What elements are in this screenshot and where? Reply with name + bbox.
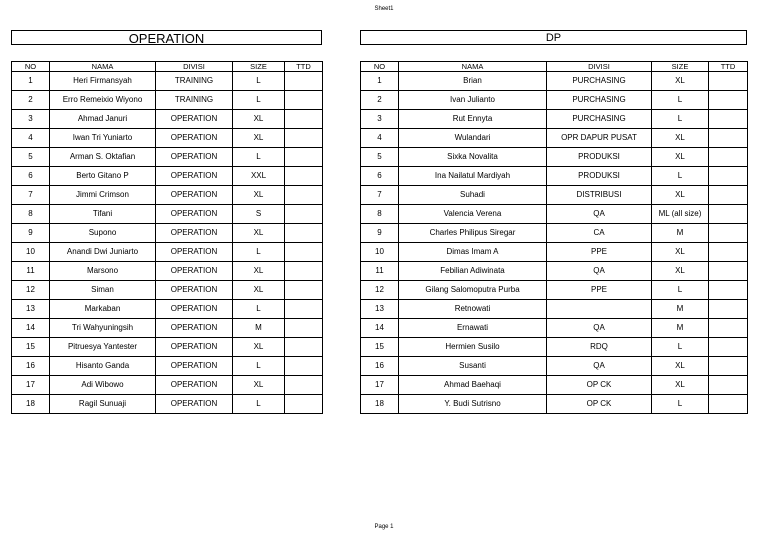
cell-nama: Y. Budi Sutrisno	[399, 395, 547, 414]
cell-nama: Markaban	[50, 300, 156, 319]
cell-nama: Gilang Salomoputra Purba	[399, 281, 547, 300]
cell-no: 14	[361, 319, 399, 338]
cell-size: L	[233, 91, 285, 110]
cell-nama: Siman	[50, 281, 156, 300]
cell-no: 3	[12, 110, 50, 129]
sheet-name: Sheet1	[374, 6, 394, 12]
cell-divisi: PRODUKSI	[547, 148, 652, 167]
cell-ttd	[709, 72, 748, 91]
cell-size: M	[233, 319, 285, 338]
cell-size: XL	[652, 262, 709, 281]
column-header-divisi: DIVISI	[547, 62, 652, 72]
dp-title: DP	[360, 30, 747, 45]
cell-divisi: OPERATION	[156, 300, 233, 319]
cell-no: 11	[361, 262, 399, 281]
cell-ttd	[709, 91, 748, 110]
cell-size: M	[652, 319, 709, 338]
cell-nama: Adi Wibowo	[50, 376, 156, 395]
cell-nama: Hermien Susilo	[399, 338, 547, 357]
cell-no: 2	[12, 91, 50, 110]
table-row	[361, 338, 748, 357]
cell-ttd	[285, 148, 323, 167]
cell-no: 7	[12, 186, 50, 205]
cell-nama: Retnowati	[399, 300, 547, 319]
cell-nama: Ina Nailatul Mardiyah	[399, 167, 547, 186]
cell-size: XL	[652, 357, 709, 376]
cell-size: XL	[233, 262, 285, 281]
cell-no: 16	[12, 357, 50, 376]
table-row	[12, 281, 323, 300]
column-header-nama: NAMA	[399, 62, 547, 72]
cell-no: 3	[361, 110, 399, 129]
operation-table	[11, 61, 323, 414]
cell-ttd	[285, 300, 323, 319]
cell-size: ML (all size)	[652, 205, 709, 224]
cell-ttd	[709, 395, 748, 414]
cell-ttd	[709, 205, 748, 224]
cell-divisi: OPERATION	[156, 357, 233, 376]
table-row	[12, 91, 323, 110]
column-header-ttd: TTD	[285, 62, 323, 72]
cell-no: 6	[361, 167, 399, 186]
cell-nama: Heri Firmansyah	[50, 72, 156, 91]
cell-no: 8	[361, 205, 399, 224]
cell-divisi: QA	[547, 357, 652, 376]
cell-size: L	[233, 72, 285, 91]
cell-ttd	[709, 110, 748, 129]
cell-nama: Tifani	[50, 205, 156, 224]
cell-no: 10	[12, 243, 50, 262]
cell-ttd	[709, 281, 748, 300]
cell-divisi: TRAINING	[156, 72, 233, 91]
column-header-no: NO	[361, 62, 399, 72]
cell-size: L	[652, 281, 709, 300]
cell-size: L	[652, 167, 709, 186]
table-row	[12, 243, 323, 262]
cell-ttd	[285, 72, 323, 91]
table-row	[12, 224, 323, 243]
cell-no: 17	[12, 376, 50, 395]
cell-nama: Susanti	[399, 357, 547, 376]
cell-nama: Suhadi	[399, 186, 547, 205]
cell-size: L	[652, 110, 709, 129]
cell-no: 12	[12, 281, 50, 300]
cell-no: 4	[361, 129, 399, 148]
column-header-ttd: TTD	[709, 62, 748, 72]
table-row	[361, 281, 748, 300]
cell-ttd	[709, 357, 748, 376]
table-row	[12, 262, 323, 281]
table-row	[12, 357, 323, 376]
cell-size: L	[652, 395, 709, 414]
cell-no: 18	[12, 395, 50, 414]
table-row	[12, 395, 323, 414]
cell-nama: Febilian Adiwinata	[399, 262, 547, 281]
cell-divisi: PPE	[547, 281, 652, 300]
cell-nama: Tri Wahyuningsih	[50, 319, 156, 338]
cell-nama: Ernawati	[399, 319, 547, 338]
cell-ttd	[285, 319, 323, 338]
column-header-divisi: DIVISI	[156, 62, 233, 72]
cell-divisi: OPERATION	[156, 338, 233, 357]
cell-nama: Valencia Verena	[399, 205, 547, 224]
page-number: Page 1	[374, 524, 394, 530]
cell-no: 2	[361, 91, 399, 110]
cell-nama: Ahmad Januri	[50, 110, 156, 129]
cell-nama: Wulandari	[399, 129, 547, 148]
cell-no: 11	[12, 262, 50, 281]
cell-divisi: OPERATION	[156, 129, 233, 148]
table-row	[361, 224, 748, 243]
operation-header-row	[12, 62, 323, 72]
cell-ttd	[709, 338, 748, 357]
cell-ttd	[285, 186, 323, 205]
cell-size: XL	[652, 129, 709, 148]
cell-ttd	[285, 205, 323, 224]
cell-divisi: OPERATION	[156, 110, 233, 129]
cell-divisi: OPERATION	[156, 376, 233, 395]
cell-divisi: OPERATION	[156, 262, 233, 281]
table-row	[361, 148, 748, 167]
cell-divisi: QA	[547, 262, 652, 281]
cell-no: 16	[361, 357, 399, 376]
cell-ttd	[285, 376, 323, 395]
cell-no: 18	[361, 395, 399, 414]
cell-nama: Berto Gitano P	[50, 167, 156, 186]
cell-nama: Hisanto Ganda	[50, 357, 156, 376]
cell-size: S	[233, 205, 285, 224]
cell-ttd	[285, 224, 323, 243]
cell-size: L	[233, 357, 285, 376]
cell-ttd	[285, 262, 323, 281]
cell-ttd	[709, 167, 748, 186]
operation-title: OPERATION	[11, 30, 322, 45]
column-header-size: SIZE	[233, 62, 285, 72]
cell-nama: Ragil Sunuaji	[50, 395, 156, 414]
table-row	[361, 110, 748, 129]
cell-divisi: PURCHASING	[547, 72, 652, 91]
table-row	[12, 186, 323, 205]
cell-size: XL	[233, 281, 285, 300]
cell-divisi: OPERATION	[156, 281, 233, 300]
cell-nama: Marsono	[50, 262, 156, 281]
cell-ttd	[709, 224, 748, 243]
table-row	[361, 395, 748, 414]
cell-size: XL	[652, 148, 709, 167]
cell-size: XL	[652, 376, 709, 395]
table-row	[12, 148, 323, 167]
cell-no: 17	[361, 376, 399, 395]
dp-section	[360, 30, 747, 414]
cell-divisi: PRODUKSI	[547, 167, 652, 186]
cell-divisi: OPERATION	[156, 243, 233, 262]
cell-no: 8	[12, 205, 50, 224]
cell-no: 4	[12, 129, 50, 148]
cell-divisi: OPERATION	[156, 167, 233, 186]
cell-nama: Erro Remeixio Wiyono	[50, 91, 156, 110]
cell-ttd	[709, 262, 748, 281]
cell-nama: Supono	[50, 224, 156, 243]
cell-ttd	[709, 319, 748, 338]
cell-ttd	[709, 186, 748, 205]
cell-size: XL	[652, 186, 709, 205]
column-header-size: SIZE	[652, 62, 709, 72]
cell-divisi: OPERATION	[156, 148, 233, 167]
cell-no: 1	[361, 72, 399, 91]
cell-no: 9	[12, 224, 50, 243]
cell-ttd	[709, 148, 748, 167]
cell-no: 15	[12, 338, 50, 357]
cell-ttd	[285, 110, 323, 129]
table-row	[361, 376, 748, 395]
table-row	[361, 129, 748, 148]
cell-divisi: QA	[547, 205, 652, 224]
cell-nama: Brian	[399, 72, 547, 91]
cell-size: L	[652, 338, 709, 357]
cell-no: 6	[12, 167, 50, 186]
cell-divisi: QA	[547, 319, 652, 338]
cell-ttd	[709, 300, 748, 319]
table-row	[361, 91, 748, 110]
cell-size: XL	[233, 186, 285, 205]
cell-divisi: RDQ	[547, 338, 652, 357]
cell-nama: Sixka Novalita	[399, 148, 547, 167]
table-row	[361, 167, 748, 186]
cell-no: 7	[361, 186, 399, 205]
cell-no: 14	[12, 319, 50, 338]
cell-nama: Arman S. Oktafian	[50, 148, 156, 167]
table-row	[361, 205, 748, 224]
table-row	[12, 205, 323, 224]
operation-table-body	[12, 72, 323, 414]
cell-size: M	[652, 300, 709, 319]
cell-ttd	[285, 167, 323, 186]
cell-no: 1	[12, 72, 50, 91]
cell-size: XL	[233, 110, 285, 129]
cell-size: L	[233, 300, 285, 319]
table-row	[12, 300, 323, 319]
cell-nama: Charles Philipus Siregar	[399, 224, 547, 243]
cell-ttd	[709, 129, 748, 148]
cell-size: XL	[233, 376, 285, 395]
cell-divisi	[547, 300, 652, 319]
cell-divisi: PURCHASING	[547, 91, 652, 110]
cell-no: 13	[12, 300, 50, 319]
table-row	[361, 357, 748, 376]
cell-size: L	[652, 91, 709, 110]
cell-ttd	[709, 376, 748, 395]
table-row	[12, 319, 323, 338]
dp-table-body	[361, 72, 748, 414]
table-row	[12, 167, 323, 186]
cell-no: 15	[361, 338, 399, 357]
table-row	[361, 262, 748, 281]
cell-size: XL	[652, 72, 709, 91]
table-row	[12, 110, 323, 129]
cell-divisi: PURCHASING	[547, 110, 652, 129]
cell-divisi: OPERATION	[156, 186, 233, 205]
table-row	[12, 376, 323, 395]
table-row	[12, 72, 323, 91]
cell-ttd	[285, 281, 323, 300]
dp-header-row	[361, 62, 748, 72]
cell-divisi: OPERATION	[156, 395, 233, 414]
table-row	[361, 186, 748, 205]
cell-nama: Iwan Tri Yuniarto	[50, 129, 156, 148]
table-row	[361, 319, 748, 338]
cell-ttd	[285, 338, 323, 357]
cell-divisi: TRAINING	[156, 91, 233, 110]
cell-size: XL	[233, 129, 285, 148]
table-row	[12, 129, 323, 148]
cell-size: M	[652, 224, 709, 243]
table-row	[12, 338, 323, 357]
cell-nama: Ahmad Baehaqi	[399, 376, 547, 395]
table-row	[361, 243, 748, 262]
cell-divisi: OPERATION	[156, 224, 233, 243]
cell-divisi: CA	[547, 224, 652, 243]
cell-no: 5	[361, 148, 399, 167]
cell-size: L	[233, 148, 285, 167]
cell-ttd	[285, 243, 323, 262]
cell-divisi: OP CK	[547, 395, 652, 414]
cell-size: XL	[652, 243, 709, 262]
cell-ttd	[285, 129, 323, 148]
cell-divisi: OPR DAPUR PUSAT	[547, 129, 652, 148]
cell-no: 9	[361, 224, 399, 243]
dp-table	[360, 61, 748, 414]
cell-size: L	[233, 395, 285, 414]
operation-section	[11, 30, 322, 414]
cell-nama: Anandi Dwi Juniarto	[50, 243, 156, 262]
cell-size: XL	[233, 224, 285, 243]
column-header-nama: NAMA	[50, 62, 156, 72]
cell-divisi: OPERATION	[156, 319, 233, 338]
cell-size: XL	[233, 338, 285, 357]
cell-nama: Ivan Julianto	[399, 91, 547, 110]
table-row	[361, 72, 748, 91]
cell-no: 5	[12, 148, 50, 167]
cell-size: L	[233, 243, 285, 262]
cell-divisi: DISTRIBUSI	[547, 186, 652, 205]
table-row	[361, 300, 748, 319]
cell-nama: Dimas Imam A	[399, 243, 547, 262]
cell-ttd	[285, 357, 323, 376]
cell-nama: Jimmi Crimson	[50, 186, 156, 205]
cell-no: 10	[361, 243, 399, 262]
column-header-no: NO	[12, 62, 50, 72]
cell-divisi: PPE	[547, 243, 652, 262]
cell-no: 13	[361, 300, 399, 319]
cell-no: 12	[361, 281, 399, 300]
cell-ttd	[285, 395, 323, 414]
cell-size: XXL	[233, 167, 285, 186]
cell-ttd	[285, 91, 323, 110]
cell-nama: Rut Ennyta	[399, 110, 547, 129]
cell-ttd	[709, 243, 748, 262]
cell-divisi: OPERATION	[156, 205, 233, 224]
cell-nama: Pitruesya Yantester	[50, 338, 156, 357]
cell-divisi: OP CK	[547, 376, 652, 395]
